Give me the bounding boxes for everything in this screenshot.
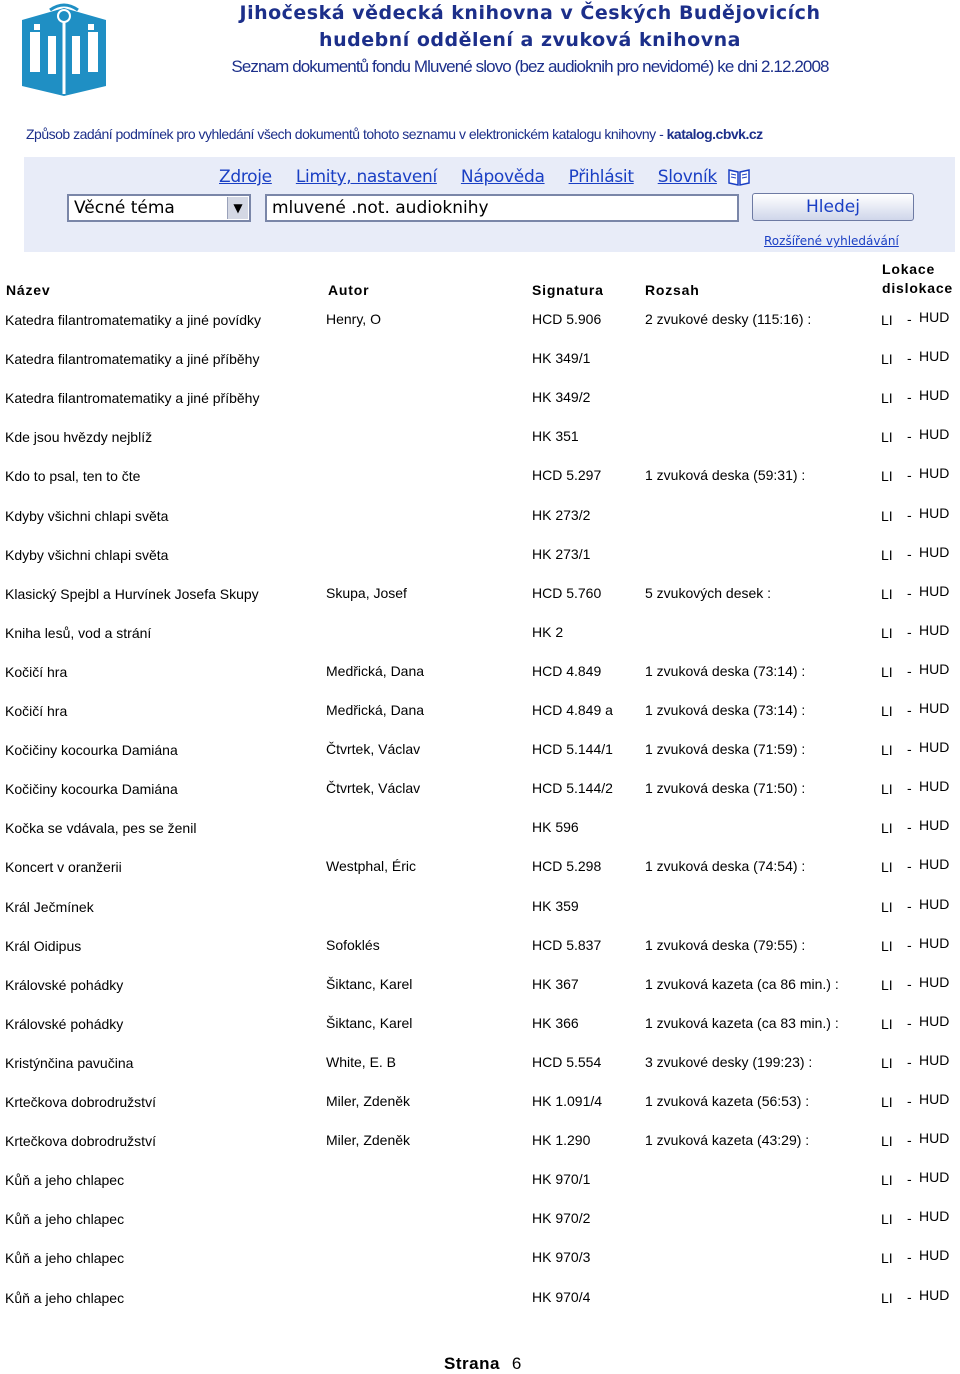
page-number: 6 [511,1354,522,1373]
row-location: LI [881,1250,893,1267]
col-header-dislocation: dislokace [882,280,954,296]
row-name: Kočičí hra [5,663,68,680]
row-signature: HCD 5.144/2 [532,780,613,797]
table-row [0,1011,960,1041]
nav-zdroje[interactable]: Zdroje [219,167,272,187]
row-author: Henry, O [326,311,381,327]
table-row [0,1050,960,1080]
row-separator: - [907,1249,912,1266]
row-separator: - [907,428,912,445]
nav-napoveda[interactable]: Nápověda [460,167,545,187]
row-extent: 1 zvuková deska (59:31) : [645,467,806,484]
row-name: Katedra filantromatematiky a jiné příběhy [5,390,260,407]
table-row [0,1167,960,1197]
row-location: LI [881,1015,893,1032]
row-name: Kdyby všichni chlapi světa [5,546,169,563]
advanced-search-link[interactable]: Rozšířené vyhledávání [764,234,899,248]
row-separator: - [907,858,912,875]
row-separator: - [907,897,912,914]
row-signature: HK 273/2 [532,506,591,523]
row-separator: - [907,389,912,406]
row-separator: - [907,545,912,562]
row-signature: HK 2 [532,623,564,640]
row-location: LI [881,624,893,641]
row-location: LI [881,507,893,524]
row-location: LI [881,1094,893,1110]
search-query-input[interactable]: mluvené .not. audioknihy [265,194,739,222]
row-location: LI [881,1054,893,1071]
row-separator: - [907,506,912,523]
row-department: HUD [919,1130,950,1147]
row-name: Kdo to psal, ten to čte [5,468,141,485]
row-department: HUD [919,1012,950,1029]
row-name: Kniha lesů, vod a strání [5,624,152,641]
row-author: Šiktanc, Karel [326,975,413,992]
table-row [0,463,960,493]
row-name: Kůň a jeho chlapec [5,1250,125,1267]
table-row [0,385,960,415]
search-hint-text: Způsob zadání podmínek pro vyhledání všech dokumentů tohoto seznamu v elektronickém katalogu knihovny - [26,126,667,142]
row-signature: HK 273/1 [532,545,591,562]
row-signature: HK 359 [532,897,579,914]
row-name: Katedra filantromatematiky a jiné povídky [5,312,262,328]
row-signature: HCD 5.760 [532,584,602,601]
row-author: Medřická, Dana [326,702,425,718]
library-title: Jihočeská vědecká knihovna v Českých Budějovicích [239,2,821,24]
search-field-value: Věcné téma [74,198,175,218]
row-signature: HK 1.091/4 [532,1093,603,1109]
table-row [0,659,960,689]
row-department: HUD [919,1091,950,1107]
row-extent: 1 zvuková kazeta (43:29) : [645,1132,810,1149]
row-author: Skupa, Josef [326,584,407,601]
row-name: Kde jsou hvězdy nejblíž [5,429,153,446]
library-logo [20,2,110,98]
dictionary-book-icon[interactable] [727,167,751,187]
row-signature: HCD 5.906 [532,311,602,327]
row-extent: 1 zvuková deska (71:59) : [645,741,806,758]
row-signature: HK 1.290 [532,1132,591,1149]
nav-slovnik[interactable]: Slovník [657,167,717,187]
row-signature: HK 366 [532,1014,579,1031]
nav-limity[interactable]: Limity, nastavení [295,167,437,187]
row-separator: - [907,311,912,327]
row-name: Kůň a jeho chlapec [5,1289,125,1306]
row-signature: HCD 5.837 [532,936,602,953]
row-separator: - [907,467,912,484]
row-author: Medřická, Dana [326,662,425,679]
row-location: LI [881,429,893,446]
row-location: LI [881,351,893,368]
row-extent: 2 zvukové desky (115:16) : [645,311,812,327]
row-location: LI [881,1172,893,1189]
row-department: HUD [919,582,950,599]
catalog-site: katalog.cbvk.cz [666,126,763,142]
row-separator: - [907,350,912,367]
row-location: LI [881,859,893,876]
row-separator: - [907,1053,912,1070]
row-name: Katedra filantromatematiky a jiné příběhy [5,351,260,368]
chevron-down-icon[interactable]: ▼ [227,197,248,219]
col-header-signature: Signatura [532,282,604,298]
department-title: hudební oddělení a zvuková knihovna [319,29,741,51]
col-header-author: Autor [328,282,370,298]
table-row [0,854,960,884]
row-name: Klasický Spejbl a Hurvínek Josefa Skupy [5,585,259,602]
row-location: LI [881,742,893,759]
row-name: Kdyby všichni chlapi světa [5,507,169,524]
table-row [0,620,960,650]
row-separator: - [907,662,912,679]
row-location: LI [881,898,893,915]
col-header-location: Lokace [882,261,936,277]
row-separator: - [907,1093,912,1109]
search-button[interactable]: Hledej [752,193,914,221]
row-separator: - [907,975,912,992]
row-department: HUD [919,621,950,638]
row-name: Kůň a jeho chlapec [5,1172,125,1189]
row-department: HUD [919,856,950,873]
row-location: LI [881,781,893,798]
row-extent: 1 zvuková kazeta (ca 83 min.) : [645,1014,839,1031]
row-extent: 3 zvukové desky (199:23) : [645,1053,813,1070]
row-location: LI [881,703,893,719]
row-name: Kočičí hra [5,703,68,719]
row-name: Královské pohádky [5,1015,124,1032]
row-author: Westphal, Éric [326,858,416,875]
row-extent: 1 zvuková deska (79:55) : [645,936,806,953]
row-name: Král Oidipus [5,937,82,954]
table-row [0,503,960,533]
row-department: HUD [919,426,950,443]
row-location: LI [881,390,893,407]
row-extent: 1 zvuková deska (71:50) : [645,780,806,797]
row-location: LI [881,468,893,485]
col-header-name: Název [6,282,51,298]
row-department: HUD [919,700,950,716]
row-extent: 5 zvukových desek : [645,584,772,601]
row-signature: HK 351 [532,428,579,445]
row-name: Královské pohádky [5,976,124,993]
table-row [0,581,960,611]
row-signature: HCD 5.554 [532,1053,602,1070]
row-department: HUD [919,973,950,990]
row-department: HUD [919,309,950,325]
row-separator: - [907,1288,912,1305]
row-department: HUD [919,1051,950,1068]
row-author: White, E. B [326,1053,397,1070]
row-separator: - [907,1132,912,1149]
row-location: LI [881,1289,893,1306]
row-department: HUD [919,348,950,365]
row-name: Kočičiny kocourka Damiána [5,742,178,759]
table-row [0,972,960,1002]
row-department: HUD [919,660,950,677]
table-row [0,346,960,376]
row-author: Sofoklés [326,936,380,953]
row-department: HUD [919,465,950,482]
row-signature: HCD 4.849 [532,662,602,679]
row-extent: 1 zvuková kazeta (ca 86 min.) : [645,975,839,992]
row-signature: HCD 5.297 [532,467,602,484]
catalog-nav [219,167,751,187]
row-name: Kočka se vdávala, pes se ženil [5,820,197,837]
page-footer [444,1354,521,1374]
row-department: HUD [919,1208,950,1225]
table-row [0,1089,960,1119]
row-separator: - [907,936,912,953]
table-row [0,933,960,963]
row-signature: HK 970/1 [532,1171,591,1188]
row-signature: HK 349/2 [532,389,591,406]
row-author: Miler, Zdeněk [326,1132,411,1149]
row-department: HUD [919,1286,950,1303]
row-extent: 1 zvuková deska (74:54) : [645,858,806,875]
nav-prihlasit[interactable]: Přihlásit [568,167,634,187]
row-location: LI [881,1211,893,1228]
table-row [0,1285,960,1315]
table-row [0,698,960,728]
col-header-extent: Rozsah [645,282,700,298]
table-row [0,1245,960,1275]
row-department: HUD [919,1169,950,1186]
row-separator: - [907,741,912,758]
row-signature: HK 970/3 [532,1249,591,1266]
row-extent: 1 zvuková deska (73:14) : [645,662,806,679]
row-signature: HCD 5.144/1 [532,741,613,758]
row-department: HUD [919,543,950,560]
row-name: Kristýnčina pavučina [5,1054,134,1071]
row-location: LI [881,820,893,837]
row-location: LI [881,663,893,680]
row-separator: - [907,1014,912,1031]
row-separator: - [907,1210,912,1227]
row-author: Čtvrtek, Václav [326,741,421,758]
row-extent: 1 zvuková kazeta (56:53) : [645,1093,810,1109]
search-field-select[interactable] [67,194,251,222]
row-author: Šiktanc, Karel [326,1014,413,1031]
row-signature: HCD 5.298 [532,858,602,875]
library-logo-icon [20,2,110,98]
table-row [0,542,960,572]
table-row [0,1128,960,1158]
row-signature: HK 970/4 [532,1288,591,1305]
page-label: Strana [444,1354,500,1373]
table-row [0,1206,960,1236]
row-location: LI [881,937,893,954]
table-row [0,737,960,767]
row-department: HUD [919,387,950,404]
search-hint [26,126,763,142]
row-department: HUD [919,739,950,756]
row-department: HUD [919,1247,950,1264]
row-separator: - [907,819,912,836]
table-row [0,776,960,806]
row-department: HUD [919,778,950,795]
row-signature: HK 970/2 [532,1210,591,1227]
row-department: HUD [919,934,950,951]
row-name: Král Ječmínek [5,898,94,915]
row-name: Krtečkova dobrodružství [5,1094,156,1110]
row-separator: - [907,584,912,601]
catalog-search-panel [24,157,955,252]
row-location: LI [881,312,893,328]
row-signature: HCD 4.849 a [532,702,613,718]
row-department: HUD [919,504,950,521]
row-extent: 1 zvuková deska (73:14) : [645,702,806,718]
row-location: LI [881,976,893,993]
row-author: Čtvrtek, Václav [326,780,421,797]
row-name: Krtečkova dobrodružství [5,1133,156,1150]
row-author: Miler, Zdeněk [326,1093,411,1109]
row-name: Kůň a jeho chlapec [5,1211,125,1228]
row-department: HUD [919,817,950,834]
row-name: Kočičiny kocourka Damiána [5,781,178,798]
row-location: LI [881,1133,893,1150]
row-location: LI [881,585,893,602]
table-row [0,815,960,845]
row-separator: - [907,623,912,640]
row-separator: - [907,780,912,797]
row-separator: - [907,702,912,718]
row-signature: HK 349/1 [532,350,591,367]
row-separator: - [907,1171,912,1188]
row-location: LI [881,546,893,563]
row-name: Koncert v oranžerii [5,859,122,876]
table-row [0,307,960,337]
table-row [0,424,960,454]
row-signature: HK 367 [532,975,579,992]
row-signature: HK 596 [532,819,579,836]
row-department: HUD [919,895,950,912]
document-subtitle: Seznam dokumentů fondu Mluvené slovo (bez audioknih pro nevidomé) ke dni 2.12.2008 [231,57,829,76]
table-row [0,894,960,924]
